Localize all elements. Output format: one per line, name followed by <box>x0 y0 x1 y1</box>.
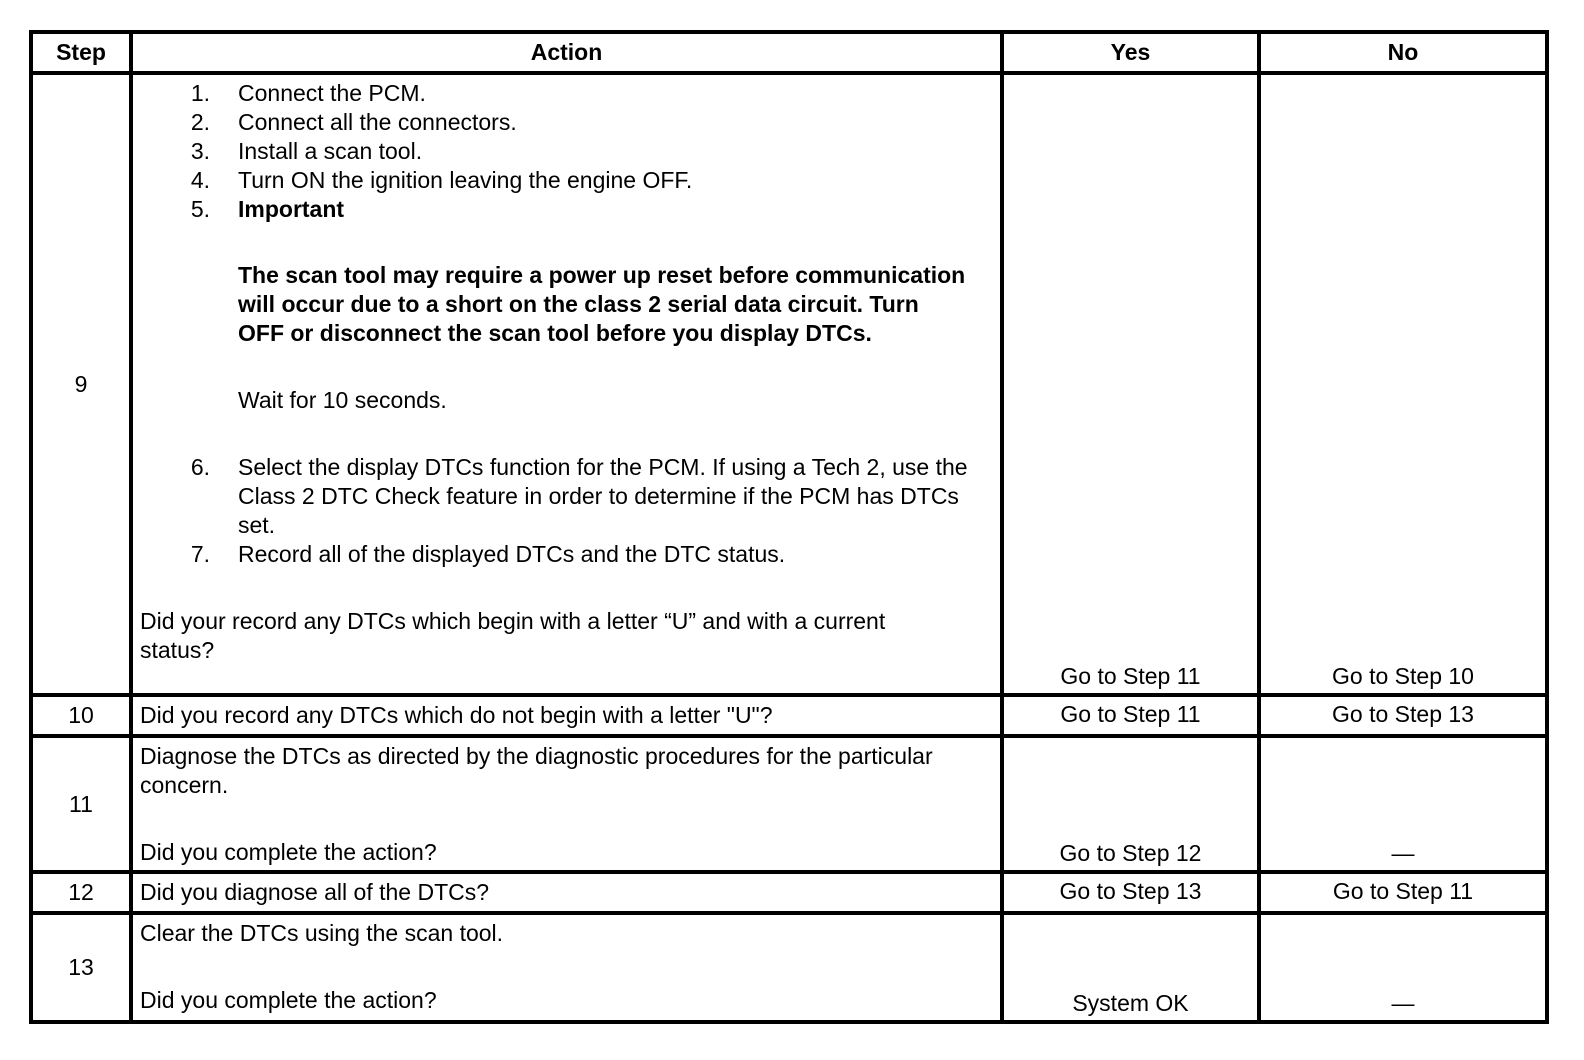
table-row-step-9 <box>31 73 1547 695</box>
item-number: 7. <box>190 541 210 567</box>
item-number: 1. <box>190 80 210 106</box>
item-text: Turn ON the ignition leaving the engine OFF. <box>238 167 693 193</box>
yes-answer: System OK <box>1002 913 1259 1022</box>
action-cell <box>131 913 1002 1022</box>
header-step: Step <box>31 32 131 73</box>
question-text: Did you record any DTCs which do not begin with a letter "U"? <box>131 695 1002 736</box>
list-item <box>140 79 994 108</box>
yes-answer: Go to Step 11 <box>1002 695 1259 736</box>
action-cell <box>131 73 1002 695</box>
no-answer: — <box>1259 736 1547 872</box>
diagnostic-table <box>29 30 1549 1024</box>
header-action: Action <box>131 32 1002 73</box>
question-text: Did your record any DTCs which begin with a letter “U” and with a current status? <box>140 608 886 663</box>
item-number: 2. <box>190 109 210 135</box>
item-number: 3. <box>190 138 210 164</box>
yes-answer: Go to Step 11 <box>1002 73 1259 695</box>
step-number: 10 <box>31 695 131 736</box>
important-note: The scan tool may require a power up reset before communication will occur due to a short on the class 2 serial data circuit. Turn OFF or disconnect the scan tool before you display DTCs. <box>238 262 966 346</box>
no-answer: Go to Step 13 <box>1259 695 1547 736</box>
yes-answer: Go to Step 12 <box>1002 736 1259 872</box>
item-text: Select the display DTCs function for the PCM. If using a Tech 2, use the Class 2 DTC Check feature in order to determine if the PCM has DTCs set. <box>238 454 968 538</box>
table-row-step-10 <box>31 695 1547 736</box>
list-item <box>140 108 994 137</box>
no-answer: — <box>1259 913 1547 1022</box>
step-number: 9 <box>31 73 131 695</box>
step-number: 11 <box>31 736 131 872</box>
table-row-step-11 <box>31 736 1547 872</box>
step-number: 13 <box>31 913 131 1022</box>
action-cell <box>131 736 1002 872</box>
no-answer: Go to Step 11 <box>1259 872 1547 913</box>
wait-text: Wait for 10 seconds. <box>238 387 447 413</box>
list-item <box>140 540 994 569</box>
item-text: Install a scan tool. <box>238 138 423 164</box>
question-text: Did you complete the action? <box>140 839 437 865</box>
table-row-step-12 <box>31 872 1547 913</box>
list-item <box>140 453 994 540</box>
item-number: 6. <box>190 454 210 480</box>
table-row-step-13 <box>31 913 1547 1022</box>
item-text: Connect all the connectors. <box>238 109 517 135</box>
header-no: No <box>1259 32 1547 73</box>
no-answer: Go to Step 10 <box>1259 73 1547 695</box>
list-item <box>140 166 994 195</box>
question-text: Did you complete the action? <box>140 987 437 1013</box>
step-number: 12 <box>31 872 131 913</box>
action-text: Diagnose the DTCs as directed by the diagnostic procedures for the particular concern. <box>140 743 933 798</box>
header-yes: Yes <box>1002 32 1259 73</box>
item-text: Connect the PCM. <box>238 80 426 106</box>
item-text: Record all of the displayed DTCs and the DTC status. <box>238 541 786 567</box>
item-number: 4. <box>190 167 210 193</box>
action-text: Clear the DTCs using the scan tool. <box>140 920 504 946</box>
question-text: Did you diagnose all of the DTCs? <box>131 872 1002 913</box>
action-list <box>140 453 994 569</box>
yes-answer: Go to Step 13 <box>1002 872 1259 913</box>
list-item <box>140 137 994 166</box>
important-label: Important <box>238 196 345 222</box>
action-list <box>140 79 994 224</box>
item-number: 5. <box>190 196 210 222</box>
header-row <box>31 32 1547 73</box>
list-item <box>140 195 994 224</box>
